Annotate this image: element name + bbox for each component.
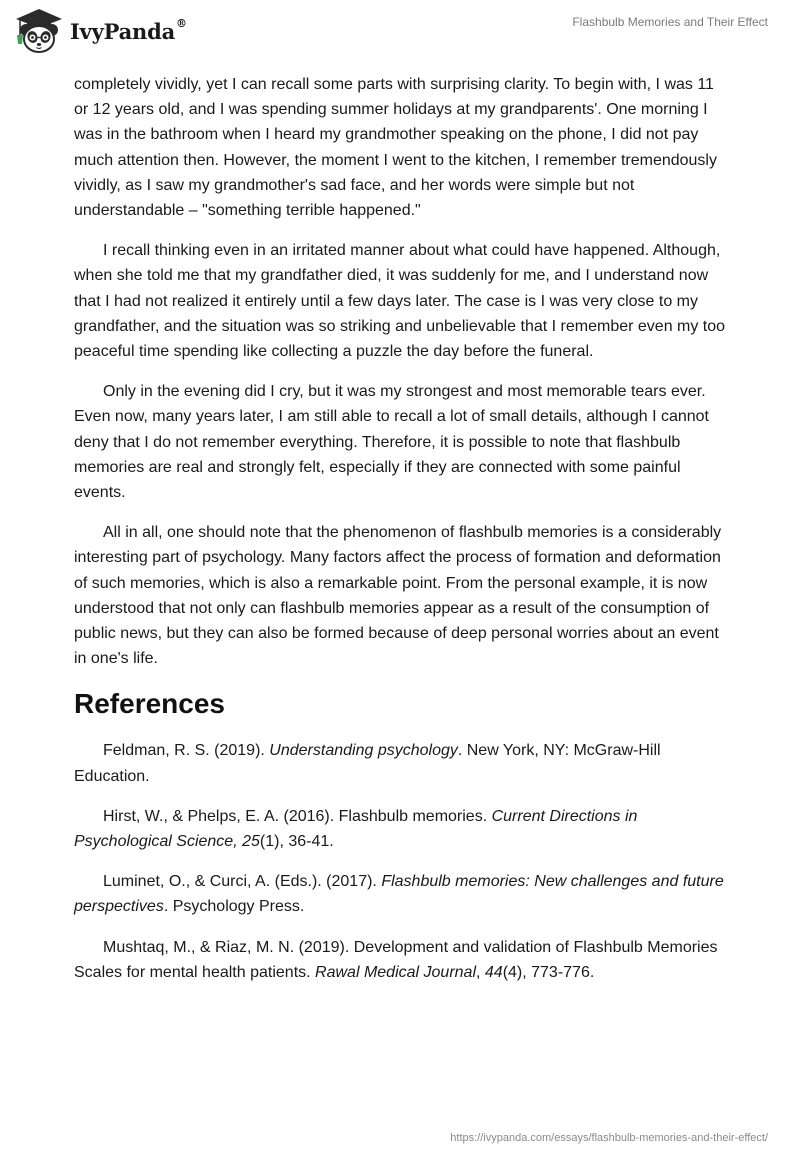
paragraph-2: I recall thinking even in an irritated manner about what could have happened. Although, when she told me that my grandfather died, it was suddenly for me, and I understand now that I had not realized it entirely until a few days later. The case is I was very close to my grandfather, and the situation was so striking and unbelievable that I remember even my too peaceful time spending like collecting a puzzle the day before the funeral. xyxy=(74,242,726,361)
reference-2-authors: Hirst, W., & Phelps, E. A. (2016). Flashbulb memories. xyxy=(103,807,492,825)
reference-4-pages: (4), 773-776. xyxy=(502,963,595,981)
panda-graduate-icon xyxy=(14,8,64,54)
reference-3-publisher: . Psychology Press. xyxy=(163,898,305,916)
brand-name xyxy=(70,16,187,44)
paragraph-4: All in all, one should note that the phenomenon of flashbulb memories is a considerably interesting part of psychology. Many factors affect the process of formation and deformation of such memories, which is also a remarkable point. From the personal example, it is now understood that not only can flashbulb memories appear as a result of the consumption of public news, but they can also be formed because of deep personal worries about an event in one's life. xyxy=(74,524,722,668)
references-heading: References xyxy=(74,688,225,720)
reference-2-pages: (1), 36-41. xyxy=(259,833,334,851)
registered-mark: ® xyxy=(176,16,187,30)
reference-4-separator: , xyxy=(476,963,485,981)
reference-item-3 xyxy=(74,869,730,919)
reference-item-1 xyxy=(74,738,730,788)
document-title: Flashbulb Memories and Their Effect xyxy=(572,15,768,29)
ivypanda-logo[interactable] xyxy=(14,8,187,54)
brand-text: IvyPanda xyxy=(70,18,176,44)
reference-3-title: Flashbulb memories: New challenges and future perspectives xyxy=(74,873,724,916)
paragraph-1: completely vividly, yet I can recall some parts with surprising clarity. To begin with, I was 11 or 12 years old, and I was spending summer holidays at my grandparents'. One morning I was in the bathroom when I heard my grandmother speaking on the phone, I did not pay much attention then. However, the moment I went to the kitchen, I remember tremendously vividly, as I saw my grandmother's sad face, and her words were simple but not understandable – "something terrible happened." xyxy=(74,76,717,220)
reference-item-4 xyxy=(74,935,730,985)
reference-1-title: Understanding psychology xyxy=(269,742,458,760)
page-header xyxy=(0,0,800,64)
paragraph-3: Only in the evening did I cry, but it was my strongest and most memorable tears ever. Even now, many years later, I am still able to recall a lot of small details, although I cannot deny that I do not remember everything. Therefore, it is possible to note that flashbulb memories are real and strongly felt, especially if they are connected with some painful events. xyxy=(74,383,709,502)
reference-1-publisher: . New York, NY: McGraw-Hill Education. xyxy=(74,742,661,785)
reference-3-authors: Luminet, O., & Curci, A. (Eds.). (2017). xyxy=(103,873,382,891)
footer-url[interactable]: https://ivypanda.com/essays/flashbulb-memories-and-their-effect/ xyxy=(450,1132,768,1144)
reference-4-volume: 44 xyxy=(484,963,503,981)
reference-4-authors: Mushtaq, M., & Riaz, M. N. (2019). Development and validation of Flashbulb Memories Scales for mental health patients. xyxy=(74,938,718,981)
reference-1-authors: Feldman, R. S. (2019). xyxy=(103,742,270,760)
reference-item-2 xyxy=(74,804,730,854)
reference-2-journal: Current Directions in Psychological Science, 25 xyxy=(74,807,638,851)
reference-4-journal: Rawal Medical Journal xyxy=(315,963,476,981)
essay-content xyxy=(74,72,730,1000)
